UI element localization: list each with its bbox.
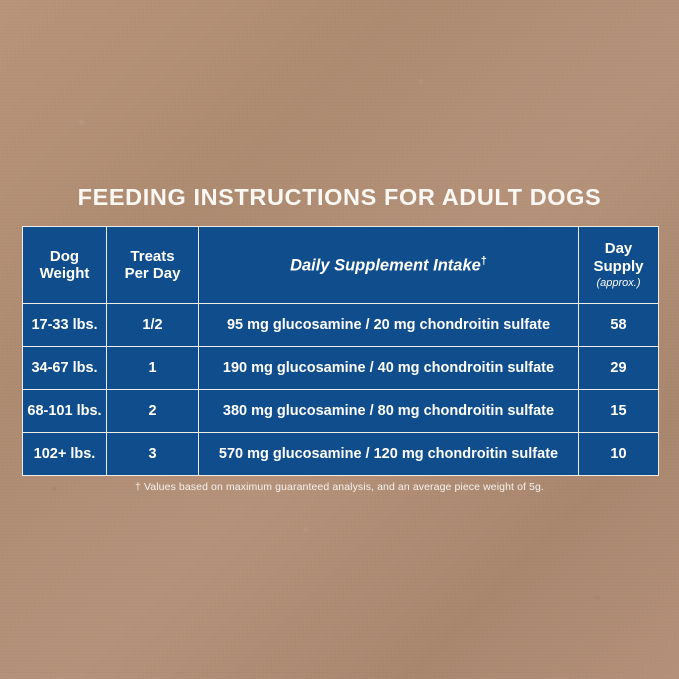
page-title: FEEDING INSTRUCTIONS FOR ADULT DOGS (77, 184, 602, 210)
cell-daily-supplement-intake: 380 mg glucosamine / 80 mg chondroitin sulfate (199, 390, 579, 433)
column-header-treats-per-day (107, 227, 199, 304)
table-row (23, 347, 659, 390)
table-header-row (23, 227, 659, 304)
table-head (23, 227, 659, 304)
cell-day-supply: 58 (579, 304, 659, 347)
column-header-dog-weight (23, 227, 107, 304)
column-header-daily-supplement-intake (199, 227, 579, 304)
column-header-supply-sub: (approx.) (596, 276, 641, 289)
column-header-supply-line1: Day (604, 240, 633, 258)
table-row (23, 390, 659, 433)
table-row (23, 304, 659, 347)
cell-daily-supplement-intake: 190 mg glucosamine / 40 mg chondroitin sulfate (199, 347, 579, 390)
column-header-intake-label: Daily Supplement Intake (290, 256, 481, 275)
column-header-dog-weight-line1: Dog (49, 247, 80, 265)
cell-day-supply: 15 (579, 390, 659, 433)
cell-treats-per-day: 3 (107, 433, 199, 476)
feeding-table-wrapper (22, 226, 658, 476)
feeding-table (22, 226, 659, 476)
table-row (23, 433, 659, 476)
dagger-symbol: † (480, 254, 487, 267)
cell-day-supply: 29 (579, 347, 659, 390)
column-header-supply-line2: Supply (593, 257, 644, 275)
table-body (23, 304, 659, 476)
cell-dog-weight: 17-33 lbs. (23, 304, 107, 347)
cell-day-supply: 10 (579, 433, 659, 476)
cell-treats-per-day: 1/2 (107, 304, 199, 347)
cell-daily-supplement-intake: 570 mg glucosamine / 120 mg chondroitin sulfate (199, 433, 579, 476)
column-header-day-supply (579, 227, 659, 304)
column-header-dog-weight-line2: Weight (39, 265, 90, 282)
cell-dog-weight: 102+ lbs. (23, 433, 107, 476)
cell-daily-supplement-intake: 95 mg glucosamine / 20 mg chondroitin sulfate (199, 304, 579, 347)
column-header-treats-line2: Per Day (124, 265, 181, 282)
cell-dog-weight: 68-101 lbs. (23, 390, 107, 433)
cell-dog-weight: 34-67 lbs. (23, 347, 107, 390)
cell-treats-per-day: 1 (107, 347, 199, 390)
column-header-treats-line1: Treats (130, 247, 175, 265)
table-footnote: † Values based on maximum guaranteed analysis, and an average piece weight of 5g. (135, 481, 544, 493)
cell-treats-per-day: 2 (107, 390, 199, 433)
